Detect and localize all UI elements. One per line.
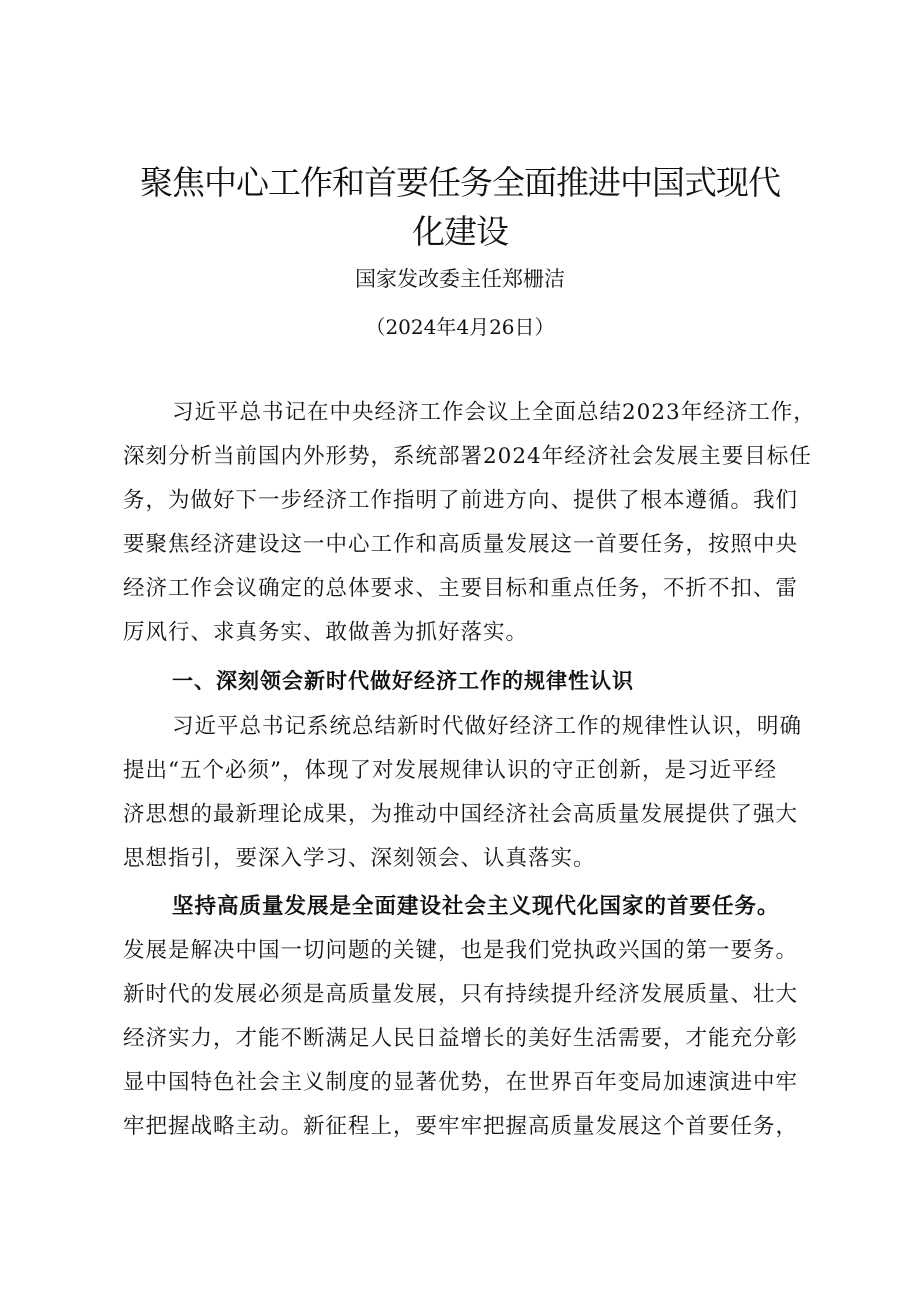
paragraph-2-line-4: 思想指引，要深入学习、深刻领会、认真落实。 bbox=[123, 846, 596, 871]
paragraph-3-line-5: 牢把握战略主动。新征程上，要牢牢把握高质量发展这个首要任务， bbox=[123, 1114, 799, 1139]
author-line: 国家发改委主任郑栅洁 bbox=[355, 267, 565, 291]
paragraph-1-line-6: 厉风行、求真务实、敢做善为抓好落实。 bbox=[123, 620, 529, 645]
paragraph-2-line-2: 提出“五个必须”，体现了对发展规律认识的守正创新，是习近平经 bbox=[123, 758, 777, 783]
paragraph-1-line-2: 深刻分析当前国内外形势，系统部署2024年经济社会发展主要目标任 bbox=[123, 444, 812, 469]
document-title-line-1: 聚焦中心工作和首要任务全面推进中国式现代 bbox=[140, 163, 780, 202]
paragraph-3-line-4: 显中国特色社会主义制度的显著优势，在世界百年变局加速演进中牢 bbox=[123, 1070, 799, 1095]
paragraph-3-line-1: 发展是解决中国一切问题的关键，也是我们党执政兴国的第一要务。 bbox=[123, 938, 799, 963]
paragraph-1-line-5: 经济工作会议确定的总体要求、主要目标和重点任务，不折不扣、雷 bbox=[123, 576, 799, 601]
paragraph-3-line-2: 新时代的发展必须是高质量发展，只有持续提升经济发展质量、壮大 bbox=[123, 982, 799, 1007]
paragraph-1-line-3: 务，为做好下一步经济工作指明了前进方向、提供了根本遵循。我们 bbox=[123, 488, 799, 513]
paragraph-2-line-1: 习近平总书记系统总结新时代做好经济工作的规律性认识，明确 bbox=[172, 714, 803, 739]
paragraph-1-line-4: 要聚焦经济建设这一中心工作和高质量发展这一首要任务，按照中央 bbox=[123, 532, 799, 557]
paragraph-3-lead-bold: 坚持高质量发展是全面建设社会主义现代化国家的首要任务。 bbox=[172, 894, 780, 919]
document-title-line-2: 化建设 bbox=[412, 212, 508, 251]
paragraph-3-line-3: 经济实力，才能不断满足人民日益增长的美好生活需要，才能充分彰 bbox=[123, 1026, 799, 1051]
paragraph-2-line-3: 济思想的最新理论成果，为推动中国经济社会高质量发展提供了强大 bbox=[123, 802, 799, 827]
section-1-heading: 一、深刻领会新时代做好经济工作的规律性认识 bbox=[172, 669, 634, 693]
date-line: （2024年4月26日） bbox=[365, 315, 555, 339]
paragraph-1-line-1: 习近平总书记在中央经济工作会议上全面总结2023年经济工作， bbox=[172, 400, 816, 425]
